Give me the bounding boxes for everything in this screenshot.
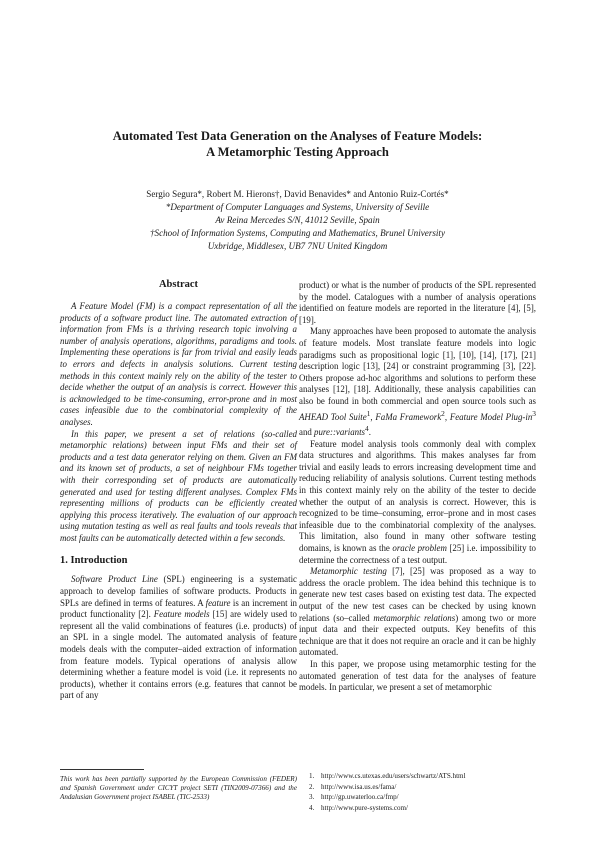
- right-paragraph-2: Many approaches have been proposed to automate the analysis of feature models. Most translate feature models into logic paradigms such as propositional logic [1], [10], [14], [17], [21] description logic [13], [24] or constraint programming [3], [22]. Others propose ad-hoc algorithms and solutions to perform these analyses [12], [18]. Additionally, these analysis capabilities can also be found in both commercial and open source tools such as AHEAD Tool Suite$^1$, FaMa Framework$^2$, Feature Model Plug-$in^3$ and pure::variants$^4$.: [299, 326, 536, 438]
- abstract-section: [60, 278, 297, 544]
- right-paragraph-5: In this paper, we propose using metamorphic testing for the automated generation of test data for the analyses of feature models. In particular, we present a set of metamorphic: [299, 658, 536, 693]
- tool-pure-variants: pure::variants: [314, 427, 365, 438]
- abstract-heading: Abstract: [158, 279, 199, 290]
- footnote-ref-3: 3: [532, 408, 536, 418]
- term-oracle-problem: oracle problem: [392, 543, 447, 553]
- right-column: [299, 280, 536, 694]
- left-column: [60, 278, 297, 702]
- intro-p1-term-spl: Software Product Line: [71, 574, 158, 585]
- author-names: Sergio Segura*, Robert M. Hierons†, David Benavides* and Antonio Ruiz-Cortés*: [146, 189, 449, 199]
- paper-title: [60, 128, 535, 160]
- intro-p1-term-feature-models: Feature models: [153, 609, 210, 620]
- tool-fmp: Feature Model Plug-in: [449, 411, 533, 422]
- footnote-url-3[interactable]: http://gp.uwaterloo.ca/fmp/: [321, 793, 399, 802]
- right-paragraph-1: product) or what is the number of products of the SPL represented by the model. Catalogues with a number of analysis operations identified on feature models are reported in the literature [4], [5], [19].: [299, 280, 536, 325]
- term-metamorphic-relations: metamorphic relations: [373, 612, 456, 623]
- footnote-rule: [60, 769, 144, 770]
- intro-p1-term-feature: feature: [205, 597, 231, 608]
- footnote-item: 4. http://www.pure-systems.com/: [309, 803, 409, 812]
- abstract-paragraph-2: In this paper, we present a set of relations (so-called metamorphic relations) between input FMs and their set of products and a test data generator relying on them. Given an FM and its known set of products, a set of neighbour FMs together with their corresponding set of products are automatically generated and used for testing different analyses. Complex FMs representing millions of products can be efficiently created applying this process iteratively. The evaluation of our approach using mutation testing as well as real faults and tools reveals that most faults can be automatically detected within a few seconds.: [60, 428, 297, 543]
- abstract-paragraph-1: A Feature Model (FM) is a compact representation of all the products of a software product line. The automated extraction of information from FMs is a thriving research topic involving a number of analysis operations, algorithms, paradigms and tools. Implementing these operations is far from trivial and easily leads to errors and defects in analysis solutions. Current testing methods in this context mainly rely on the ability of the tester to decide whether the output of an analysis is correct. However this is acknowledged to be time-consuming, error-prone and in most cases infeasible due to the combinatorial complexity of the analyses.: [60, 301, 297, 427]
- footnote-ref-1: 1: [366, 408, 371, 418]
- funding-footnote: This work has been partially supported by the European Commission (FEDER) and Spanish Government under CICYT project SETI (TIN2009-07366) and the Andalusian Government project ISABEL (TIC-2533): [60, 775, 297, 802]
- footnote-url-1[interactable]: http://www.cs.utexas.edu/users/schwartz/ATS.html: [321, 772, 466, 780]
- introduction-heading: 1. Introduction: [60, 555, 128, 567]
- title-line-1: Automated Test Data Generation on the Analyses of Feature Models:: [112, 129, 483, 143]
- term-metamorphic-testing: Metamorphic testing: [310, 566, 387, 577]
- footnote-item: 1. http://www.cs.utexas.edu/users/schwartz/ATS.html: [309, 772, 466, 780]
- footnote-url-2[interactable]: http://www.isa.us.es/fama/: [321, 782, 397, 791]
- footnote-item: 3. http://gp.uwaterloo.ca/fmp/: [309, 793, 399, 802]
- affiliation-1-line-2: Av Reina Mercedes S/N, 41012 Seville, Spain: [215, 215, 380, 225]
- footnote-ref-2: 2: [441, 408, 445, 418]
- affiliation-2-line-1: †School of Information Systems, Computing and Mathematics, Brunel University: [149, 228, 445, 238]
- author-block: [60, 188, 535, 253]
- footnote-item: 2. http://www.isa.us.es/fama/: [309, 782, 397, 791]
- right-paragraph-4: Metamorphic testing [7], [25] was proposed as a way to address the oracle problem. The idea behind this technique is to generate new test cases based on existing test data. The expected output of the new test cases can be checked by using known relations (so–called metamorphic relations) among two or more input data and their expected outputs. Key benefits of this technique are that it does not require an oracle and it can be highly automated.: [299, 566, 537, 658]
- tool-ahead: AHEAD Tool Suite: [299, 411, 367, 422]
- tool-fama: FaMa Framework: [375, 411, 442, 422]
- right-paragraph-3: Feature model analysis tools commonly deal with complex data structures and algorithms. This makes analyses far from trivial and easily leads to errors increasing development time and reducing reliability of analysis solutions. Current testing methods in this context mainly rely on the ability of the tester to decide whether the output of an analysis is correct. However, this is recognized to be time–consuming, error–prone and in most cases infeasible due to the combinatorial complexity of the analyses. This limitation, also found in many other software testing domains, is known as the oracle problem [25] i.e. impossibility to determine the correctness of a test output.: [299, 438, 536, 565]
- footnote-ref-4: 4: [365, 424, 369, 434]
- affiliation-1-line-1: *Department of Computer Languages and Systems, University of Seville: [165, 202, 430, 212]
- url-footnotes: [309, 771, 535, 813]
- title-line-2: A Metamorphic Testing Approach: [206, 145, 389, 159]
- footnote-url-4[interactable]: http://www.pure-systems.com/: [321, 803, 409, 812]
- intro-paragraph-1: Software Product Line (SPL) engineering is a systematic approach to develop families of software products. Products in SPLs are defined in terms of features. A feature is an increment in product functionality [2]. Feature models [15] are widely used to represent all the valid combinations of features (i.e. products) of an SPL in a single model. The automated analysis of feature models deals with the computer–aided extraction of information from feature models. Typical operations of analysis allow determining whether a feature model is void (i.e. it represents no products), whether it contains errors (e.g. features that cannot be part of any: [60, 574, 297, 701]
- affiliation-2-line-2: Uxbridge, Middlesex, UB7 7NU United Kingdom: [207, 241, 388, 251]
